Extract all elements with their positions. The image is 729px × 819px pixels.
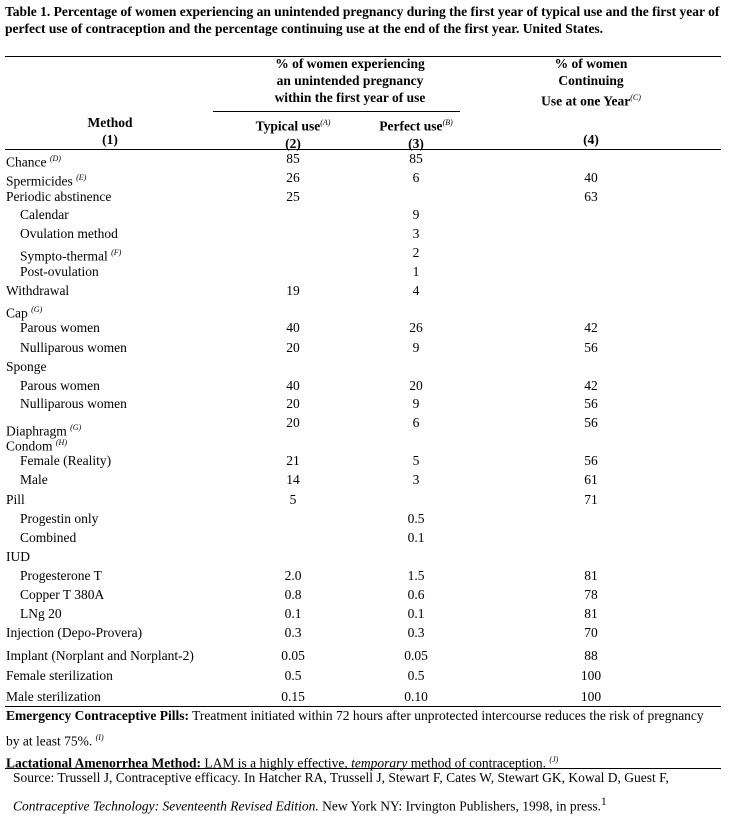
method-cell [6, 490, 25, 509]
typical-use-cell-text: 0.5 [284, 668, 302, 683]
continuing-use-cell-text: 56 [584, 340, 598, 355]
source-title: Contraceptive Technology: Seventeenth Revised Edition. [13, 798, 319, 814]
perfect-use-cell [381, 528, 451, 547]
typical-use-cell [258, 168, 328, 187]
method-cell [6, 646, 194, 665]
table-row [0, 566, 729, 585]
method-cell-text: Cap [6, 305, 28, 321]
continuing-use-cell-text: 88 [584, 648, 598, 663]
typical-use-cell [258, 666, 328, 685]
perfect-use-cell [381, 318, 451, 337]
source-citation [13, 766, 725, 819]
typical-use-cell [258, 623, 328, 642]
header-text: Perfect use [379, 118, 443, 134]
typical-use-cell-text: 0.8 [284, 587, 302, 602]
typical-use-cell-text: 20 [286, 415, 300, 430]
perfect-use-cell [381, 646, 451, 665]
perfect-use-cell-text: 6 [412, 170, 420, 185]
continuing-use-cell-text: 56 [584, 396, 598, 411]
table-row [0, 646, 729, 665]
method-cell-text: Implant (Norplant and Norplant-2) [6, 648, 194, 663]
perfect-use-cell-text: 1.5 [407, 568, 425, 583]
table-row [0, 585, 729, 604]
perfect-use-cell-text: 0.05 [404, 648, 428, 663]
unintended-pregnancy-header [230, 55, 470, 106]
continuing-use-cell [556, 394, 626, 413]
source-text: Source: Trussell J, Contraceptive efficacy. In Hatcher RA, Trussell J, Stewart F, Cates W, Stewart GK, Kowal D, Guest F, [13, 770, 669, 785]
footnote-mark: (G) [31, 305, 43, 314]
continuing-use-cell-text: 42 [584, 378, 598, 393]
perfect-use-cell [381, 470, 451, 489]
continuing-use-cell-text: 100 [580, 668, 602, 683]
header-text: Use at one Year [541, 93, 631, 109]
table-row [0, 338, 729, 357]
table-row [0, 451, 729, 470]
table-row [0, 604, 729, 623]
method-cell [6, 623, 142, 642]
typical-use-cell [258, 470, 328, 489]
perfect-use-cell-text: 0.5 [407, 511, 425, 526]
perfect-use-cell [381, 224, 451, 243]
method-cell-text: Spermicides [6, 173, 73, 189]
method-cell [20, 205, 69, 224]
table-row [0, 547, 729, 566]
typical-use-cell-text: 5 [289, 492, 297, 507]
method-cell-text: Nulliparous women [20, 396, 127, 411]
method-cell-text: Female (Reality) [20, 453, 112, 468]
continuing-use-cell [556, 687, 626, 706]
table-row [0, 300, 729, 319]
continuing-use-cell-text: 56 [584, 415, 598, 430]
footnote-mark: (J) [549, 755, 559, 764]
header-line: within the first year of use [274, 90, 426, 105]
method-cell [20, 224, 118, 243]
method-cell [6, 666, 113, 685]
typical-use-cell-text: 0.1 [284, 606, 302, 621]
typical-use-cell-text: 40 [286, 320, 300, 335]
continuing-use-cell-text: 70 [584, 625, 598, 640]
perfect-use-cell-text: 0.1 [407, 606, 425, 621]
footnote-mark: (C) [630, 93, 641, 102]
header-line: an unintended pregnancy [276, 73, 424, 88]
typical-use-cell [258, 687, 328, 706]
method-cell [20, 451, 111, 470]
perfect-use-cell [381, 666, 451, 685]
perfect-use-cell [381, 566, 451, 585]
table-row [0, 490, 729, 509]
table-row [0, 357, 729, 376]
continuing-use-cell-text: 81 [584, 568, 598, 583]
perfect-use-cell-text: 0.10 [404, 689, 428, 704]
table-row [0, 509, 729, 528]
method-cell-text: Progestin only [20, 511, 99, 526]
table-row [0, 433, 729, 452]
method-cell-text: Withdrawal [6, 283, 70, 298]
table-row [0, 394, 729, 413]
perfect-use-cell [381, 623, 451, 642]
continuing-use-cell [556, 604, 626, 623]
method-cell-text: Condom [6, 438, 53, 454]
footnote-mark: (E) [76, 173, 87, 182]
typical-use-cell-text: 21 [286, 453, 300, 468]
method-cell [6, 281, 69, 300]
typical-use-cell [258, 394, 328, 413]
method-cell-text: Pill [6, 492, 25, 507]
continuing-use-cell [556, 666, 626, 685]
method-cell-text: Ovulation method [20, 226, 118, 241]
typical-use-cell [258, 604, 328, 623]
header-line: % of women [554, 56, 628, 71]
perfect-use-cell [381, 413, 451, 432]
footnote-mark: 1 [601, 796, 607, 808]
table-row [0, 528, 729, 547]
method-cell-text: Copper T 380A [20, 587, 105, 602]
perfect-use-cell-text: 3 [412, 226, 420, 241]
table-row [0, 470, 729, 489]
method-cell [20, 528, 76, 547]
header-line: Method [87, 115, 133, 130]
header-line [238, 114, 348, 135]
perfect-use-cell-text: 0.6 [407, 587, 425, 602]
continuing-use-cell [556, 646, 626, 665]
table-row [0, 187, 729, 206]
method-cell-text: Chance [6, 154, 47, 170]
method-cell [20, 338, 127, 357]
footnote-mark: (D) [49, 154, 61, 163]
typical-use-cell [258, 451, 328, 470]
perfect-use-cell-text: 4 [412, 283, 420, 298]
typical-use-cell [258, 281, 328, 300]
continuing-use-cell-text: 63 [584, 189, 598, 204]
method-cell-text: Nulliparous women [20, 340, 127, 355]
method-cell-text: Periodic abstinence [6, 189, 112, 204]
perfect-use-cell [381, 243, 451, 262]
header-line [491, 89, 691, 110]
perfect-use-cell-text: 9 [412, 340, 420, 355]
typical-use-cell-text: 2.0 [284, 568, 302, 583]
table-row [0, 281, 729, 300]
perfect-use-cell [381, 451, 451, 470]
perfect-use-cell [381, 604, 451, 623]
note-label: Lactational Amenorrhea Method: [6, 755, 201, 771]
perfect-use-cell [381, 205, 451, 224]
continuing-use-cell [556, 187, 626, 206]
header-line [361, 114, 471, 135]
method-cell [20, 376, 100, 395]
source-text: New York NY: Irvington Publishers, 1998, in press. [318, 798, 602, 814]
typical-use-cell [258, 585, 328, 604]
method-cell-text: Progesterone T [20, 568, 102, 583]
method-cell-text: Sympto-thermal [20, 248, 108, 264]
method-cell-text: Post-ovulation [20, 264, 99, 279]
continuing-use-cell-text: 71 [584, 492, 598, 507]
perfect-use-cell-text: 85 [409, 151, 423, 166]
table-row [0, 666, 729, 685]
perfect-use-cell-text: 0.5 [407, 668, 425, 683]
typical-use-cell-text: 0.05 [281, 648, 305, 663]
header-line: (1) [102, 132, 118, 147]
typical-use-header [238, 114, 348, 152]
table-row [0, 149, 729, 168]
header-line: (4) [583, 132, 599, 147]
table-row [0, 205, 729, 224]
method-cell [6, 357, 47, 376]
method-cell-text: Parous women [20, 320, 100, 335]
method-cell-text: Male [20, 472, 48, 487]
typical-use-cell [258, 338, 328, 357]
perfect-use-cell-text: 2 [412, 245, 420, 260]
footnote-mark: (H) [55, 438, 67, 447]
perfect-use-cell [381, 585, 451, 604]
method-cell [20, 262, 99, 281]
table-row [0, 224, 729, 243]
perfect-use-cell-text: 5 [412, 453, 420, 468]
continuing-use-cell-text: 100 [580, 689, 602, 704]
typical-use-cell-text: 85 [286, 151, 300, 166]
method-cell [20, 470, 48, 489]
header-line: (3) [408, 135, 424, 151]
footnote-mark: (A) [320, 118, 331, 127]
perfect-use-cell-text: 9 [412, 207, 420, 222]
continuing-use-cell [556, 318, 626, 337]
continuing-number-header [556, 131, 626, 148]
perfect-use-cell-text: 20 [409, 378, 423, 393]
table-row [0, 623, 729, 642]
perfect-use-cell [381, 281, 451, 300]
method-cell-text: Male sterilization [6, 689, 101, 704]
header-text: Typical use [255, 118, 321, 134]
perfect-use-cell [381, 376, 451, 395]
typical-use-cell [258, 413, 328, 432]
typical-use-cell [258, 490, 328, 509]
table-row [0, 687, 729, 706]
method-cell-text: Combined [20, 530, 77, 545]
continuing-use-cell [556, 566, 626, 585]
footnote-mark: (B) [442, 118, 453, 127]
method-cell [6, 687, 101, 706]
continuing-use-cell-text: 78 [584, 587, 598, 602]
footnote-mark: (G) [70, 423, 82, 432]
table-row [0, 318, 729, 337]
typical-use-cell-text: 0.3 [284, 625, 302, 640]
method-cell [6, 187, 111, 206]
method-cell-text: IUD [6, 549, 30, 564]
continuing-use-cell [556, 338, 626, 357]
footnote-mark: (F) [111, 248, 122, 257]
method-cell-text: LNg 20 [20, 606, 62, 621]
table-row [0, 262, 729, 281]
typical-use-cell [258, 187, 328, 206]
typical-use-cell-text: 20 [286, 340, 300, 355]
footnote-mark: (I) [95, 733, 104, 742]
perfect-use-cell-text: 0.3 [407, 625, 425, 640]
method-cell [20, 318, 100, 337]
method-cell-text: Parous women [20, 378, 100, 393]
note-label: Emergency Contraceptive Pills: [6, 708, 189, 723]
perfect-use-cell-text: 0.1 [407, 530, 425, 545]
perfect-use-header [361, 114, 471, 152]
method-cell [20, 604, 62, 623]
method-cell-text: Sponge [6, 359, 47, 374]
continuing-use-cell [556, 376, 626, 395]
typical-use-cell-text: 19 [286, 283, 300, 298]
continuing-use-cell-text: 61 [584, 472, 598, 487]
method-cell [20, 566, 102, 585]
perfect-use-cell-text: 3 [412, 472, 420, 487]
perfect-use-cell [381, 149, 451, 168]
perfect-use-cell [381, 687, 451, 706]
perfect-use-cell [381, 338, 451, 357]
perfect-use-cell [381, 262, 451, 281]
perfect-use-cell-text: 9 [412, 396, 420, 411]
perfect-use-cell-text: 6 [412, 415, 420, 430]
perfect-use-cell-text: 1 [412, 264, 420, 279]
header-line: Continuing [558, 73, 624, 88]
table-row [0, 168, 729, 187]
continuing-use-header [491, 55, 691, 110]
method-cell-text: Injection (Depo-Provera) [6, 625, 143, 640]
typical-use-cell [258, 149, 328, 168]
continuing-use-cell [556, 168, 626, 187]
method-cell [20, 509, 98, 528]
typical-use-cell-text: 25 [286, 189, 300, 204]
group-underline [213, 111, 460, 112]
method-cell-text: Diaphragm [6, 423, 67, 439]
typical-use-cell [258, 566, 328, 585]
continuing-use-cell-text: 42 [584, 320, 598, 335]
continuing-use-cell [556, 451, 626, 470]
perfect-use-cell [381, 509, 451, 528]
perfect-use-cell [381, 168, 451, 187]
note-text: Treatment initiated within 72 hours after unprotected intercourse reduces the risk of pregnancy by at least 75%. [6, 708, 704, 749]
header-line: % of women experiencing [275, 56, 425, 71]
note-text: method of contraception. [407, 755, 547, 771]
method-cell [6, 547, 30, 566]
table-row [0, 243, 729, 262]
method-cell [20, 585, 104, 604]
typical-use-cell-text: 0.15 [281, 689, 305, 704]
method-cell-text: Calendar [20, 207, 69, 222]
method-cell [20, 394, 127, 413]
typical-use-cell [258, 376, 328, 395]
table-row [0, 376, 729, 395]
ecp-note [6, 705, 718, 753]
continuing-use-cell-text: 56 [584, 453, 598, 468]
perfect-use-cell-text: 26 [409, 320, 423, 335]
continuing-use-cell [556, 623, 626, 642]
header-line: (2) [285, 135, 301, 151]
continuing-use-cell-text: 40 [584, 170, 598, 185]
typical-use-cell-text: 20 [286, 396, 300, 411]
continuing-use-cell [556, 585, 626, 604]
note-text: LAM is a highly effective, [200, 755, 352, 771]
typical-use-cell-text: 26 [286, 170, 300, 185]
note-emphasis: temporary [351, 755, 408, 771]
typical-use-cell [258, 318, 328, 337]
typical-use-cell-text: 40 [286, 378, 300, 393]
method-header [60, 114, 160, 148]
continuing-use-cell-text: 81 [584, 606, 598, 621]
method-cell-text: Female sterilization [6, 668, 113, 683]
perfect-use-cell [381, 394, 451, 413]
typical-use-cell [258, 646, 328, 665]
typical-use-cell-text: 14 [286, 472, 300, 487]
table-title: Table 1. Percentage of women experiencing an unintended pregnancy during the first year of typical use and the first year of perfect use of contraception and the percentage continuing use at the end of the first year. United States. [5, 4, 720, 36]
continuing-use-cell [556, 413, 626, 432]
continuing-use-cell [556, 470, 626, 489]
continuing-use-cell [556, 490, 626, 509]
